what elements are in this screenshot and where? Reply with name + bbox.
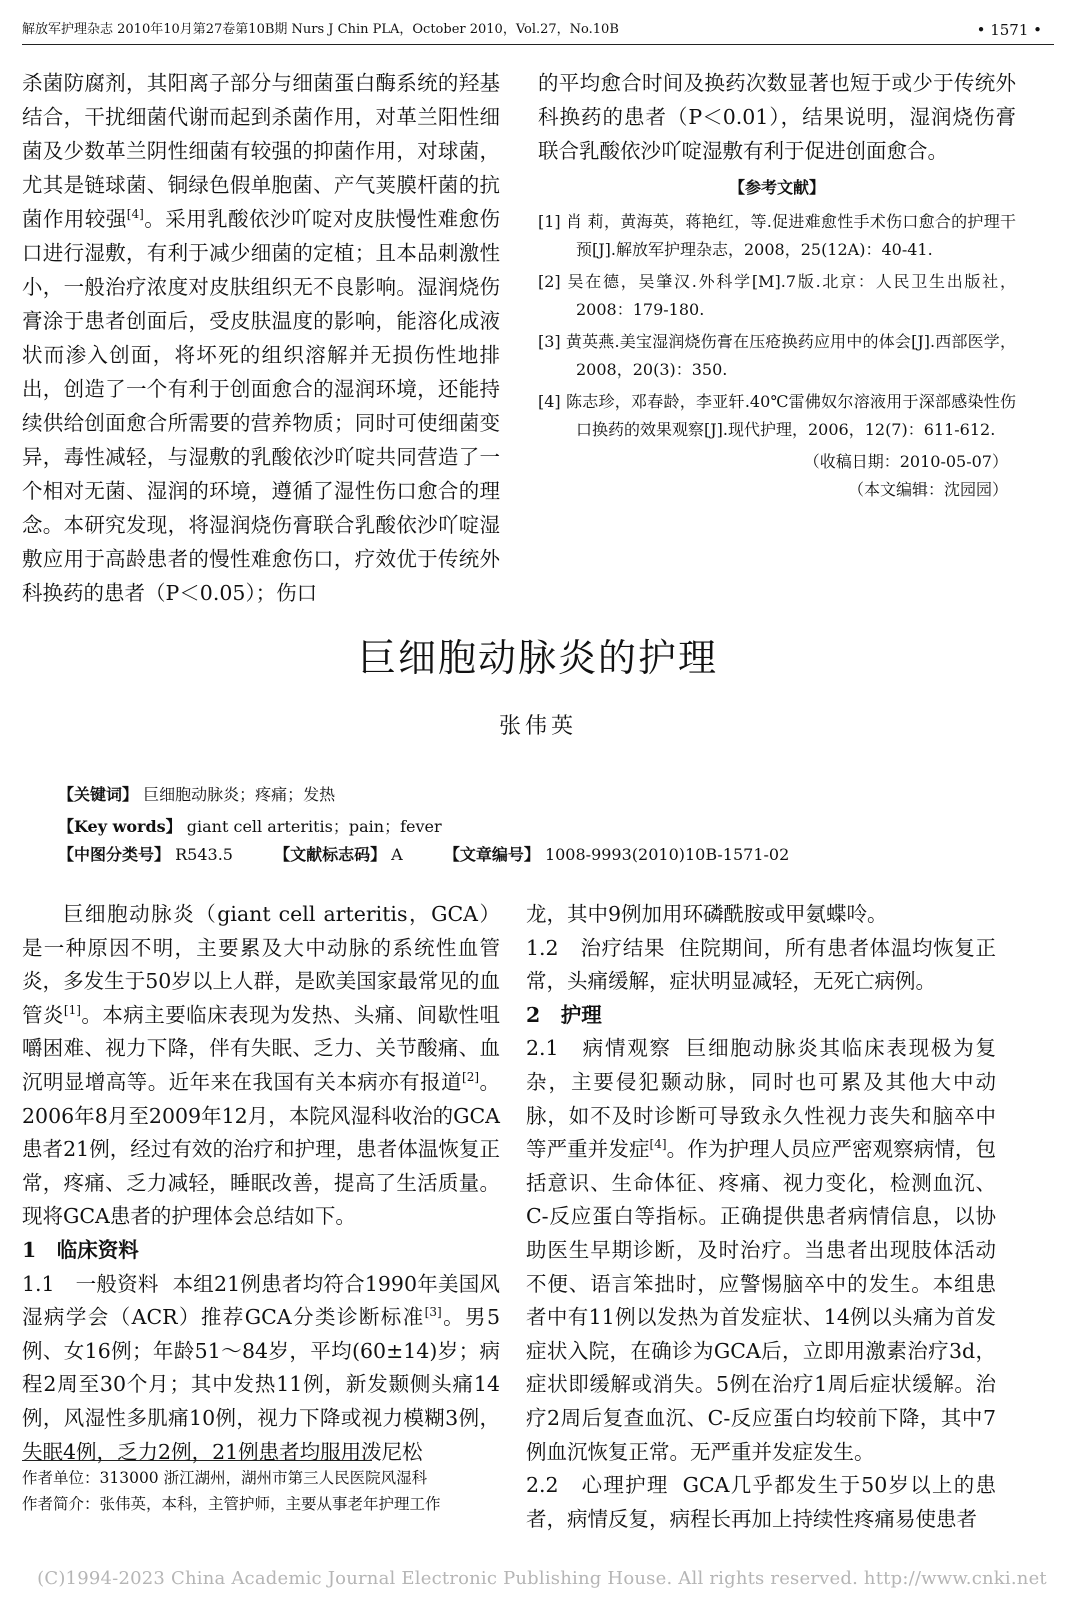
paragraph-text: 杀菌防腐剂，其阳离子部分与细菌蛋白酶系统的羟基结合，干扰细菌代谢而起到杀菌作用，对革兰阳性细菌及少数革兰阴性细菌有较强的抑菌作用，对球菌，尤其是链球菌、铜绿色假单胞菌、产气荚膜杆菌的抗菌作用较强: [22, 71, 500, 231]
keywords: 巨细胞动脉炎；疼痛；发热: [143, 785, 336, 804]
reference-item: [1] 肖 莉，黄海英，蒋艳红，等.促进难愈性手术伤口愈合的护理干预[J].解放军护理杂志，2008，25(12A)：40-41.: [538, 212, 1016, 259]
article-title: 巨细胞动脉炎的护理: [357, 636, 718, 680]
paragraph-text: 住院期间，所有患者体温均恢复正常，头痛缓解，症状明显减轻，无死亡病例。: [526, 935, 996, 994]
paragraph-text: 。2006年8月至2009年12月，本院风湿科收治的GCA患者21例，经过有效的治疗和护理，患者体温恢复正常，疼痛、乏力减轻，睡眠改善，提高了生活质量。现将GCA患者的护理体会总结如下。: [22, 1069, 501, 1229]
section-heading: 2 护理: [526, 1002, 602, 1027]
running-header: [22, 20, 1054, 45]
body-paragraph: [22, 1268, 500, 1470]
keywords-line: [58, 782, 1018, 808]
section-heading: 1 临床资料: [22, 1237, 139, 1262]
body-paragraph: [526, 1032, 996, 1469]
article-no-label: 【文章编号】: [443, 845, 540, 864]
en-keywords-line: [58, 814, 1018, 840]
lower-right-column: [526, 898, 996, 1536]
doc-code-value: A: [391, 845, 403, 864]
subsection-heading: 2.2 心理护理: [526, 1473, 669, 1498]
subsection-heading: 1.1 一般资料: [22, 1271, 159, 1296]
body-paragraph: 龙，其中9例加用环磷酰胺或甲氨蝶呤。: [526, 902, 888, 926]
clc-label: 【中图分类号】: [58, 845, 171, 864]
reference-item: [4] 陈志珍，邓春龄，李亚轩.40℃雷佛奴尔溶液用于深部感染性伤口换药的效果观察[J].现代护理，2006，12(7)：611-612.: [538, 392, 1016, 439]
citation: [2]: [462, 1070, 480, 1085]
citation: [4]: [649, 1137, 667, 1152]
paragraph-text: 。采用乳酸依沙吖啶对皮肤慢性难愈伤口进行湿敷，有利于减少细菌的定植；且本品刺激性小，一般治疗浓度对皮肤组织无不良影响。湿润烧伤膏涂于患者创面后，受皮肤温度的影响，能溶化成液状而渗入创面，将坏死的组织溶解并无损伤性地排出，创造了一个有利于创面愈合的湿润环境，还能持续供给创面愈合所需要的营养物质；同时可使细菌变异，毒性减轻，与湿敷的乳酸依沙吖啶共同营造了一个相对无菌、湿润的环境，遵循了湿性伤口愈合的理念。本研究发现，将湿润烧伤膏联合乳酸依沙吖啶湿敷应用于高龄患者的慢性难愈伤口，疗效优于传统外科换药的患者（P＜0.05）；伤口: [22, 207, 501, 605]
body-paragraph: [526, 1469, 996, 1536]
paragraph-text: 本组21例患者均符合1990年美国风湿病学会（ACR）推荐GCA分类诊断标准: [22, 1271, 500, 1330]
article-no-value: 1008-9993(2010)10B-1571-02: [544, 845, 790, 864]
citation: [3]: [424, 1305, 442, 1320]
page-number: • 1571 •: [976, 21, 1042, 39]
reference-item: [3] 黄英燕.美宝湿润烧伤膏在压疮换药应用中的体会[J].西部医学，2008，20(3)：350.: [538, 332, 1016, 379]
intro-paragraph: [22, 898, 500, 1234]
keywords-label: 【关键词】: [58, 785, 139, 804]
footnote-divider: [22, 1460, 372, 1461]
body-paragraph: 的平均愈合时间及换药次数显著也短于或少于传统外科换药的患者（P＜0.01），结果说明，湿润烧伤膏联合乳酸依沙吖啶湿敷有利于促进创面愈合。: [538, 71, 1016, 163]
body-paragraph: [22, 66, 500, 610]
upper-right-column: [538, 66, 1016, 504]
reference-item: [2] 吴在德，吴肇汉.外科学[M].7版.北京：人民卫生出版社，2008：179-180.: [538, 272, 1016, 319]
en-keywords-label: 【Key words】: [58, 817, 182, 836]
article-author: 张伟英: [498, 714, 577, 739]
copyright-watermark: (C)1994-2023 China Academic Journal Electronic Publishing House. All rights reserved. http://www.cnki.net: [37, 1568, 1047, 1589]
paragraph-text: 巨细胞动脉炎其临床表现极为复杂，主要侵犯颞动脉，同时也可累及其他大中动脉，如不及时诊断可导致永久性视力丧失和脑卒中等严重并发症: [526, 1036, 997, 1162]
editor-note: （本文编辑：沈园园）: [847, 480, 1008, 499]
subsection-heading: 1.2 治疗结果: [526, 935, 666, 960]
received-date: （收稿日期：2010-05-07）: [803, 452, 1008, 471]
paragraph-text: 。作为护理人员应严密观察病情，包括意识、生命体征、疼痛、视力变化，检测血沉、C-反应蛋白等指标。正确提供患者病情信息，以协助医生早期诊断，及时治疗。当患者出现肢体活动不便、语言笨拙时，应警惕脑卒中的发生。本组患者中有11例以发热为首发症状、14例以头痛为首发症状入院，在确诊为GCA后，立即用激素治疗3d，症状即缓解或消失。5例在治疗1周后症状缓解。治疗2周后复查血沉、C-反应蛋白均较前下降，其中7例血沉恢复正常。无严重并发症发生。: [526, 1137, 997, 1464]
references-title: 【参考文献】: [728, 178, 825, 197]
classification-line: [58, 842, 1018, 868]
paragraph-text: 。男5例、女16例；年龄51～84岁，平均(60±14)岁；病程2周至30个月；其中发热11例，新发颞侧头痛14例，风湿性多肌痛10例，视力下降或视力模糊3例，失眠4例，乏力2例，21例患者均服用泼尼松: [22, 1305, 501, 1464]
author-affiliation: 作者单位：313000 浙江湖州，湖州市第三人民医院风湿科: [22, 1469, 428, 1487]
subsection-heading: 2.1 病情观察: [526, 1036, 672, 1061]
citation: [1]: [63, 1002, 81, 1017]
lower-left-column: [22, 898, 500, 1469]
body-paragraph: [526, 932, 996, 999]
upper-left-column: [22, 66, 500, 610]
citation: [4]: [126, 207, 144, 222]
paragraph-text: 。本病主要临床表现为发热、头痛、间歇性咀嚼困难、视力下降，伴有失眠、乏力、关节酸痛、血沉明显增高等。近年来在我国有关本病亦有报道: [22, 1002, 501, 1094]
doc-code-label: 【文献标志码】: [274, 845, 387, 864]
clc-value: R543.5: [175, 845, 233, 864]
author-bio: 作者简介：张伟英，本科，主管护师，主要从事老年护理工作: [22, 1495, 441, 1513]
journal-info: 解放军护理杂志 2010年10月第27卷第10B期 Nurs J Chin PLA，October 2010，Vol.27，No.10B: [22, 22, 619, 37]
paragraph-text: GCA几乎都发生于50岁以上的患者，病情反复，病程长再加上持续性疼痛易使患者: [526, 1473, 997, 1531]
en-keywords: giant cell arteritis；pain；fever: [186, 817, 442, 836]
paragraph-text: 巨细胞动脉炎（giant cell arteritis，GCA）是一种原因不明，主要累及大中动脉的系统性血管炎，多发生于50岁以上人群，是欧美国家最常见的血管炎: [22, 902, 500, 1027]
